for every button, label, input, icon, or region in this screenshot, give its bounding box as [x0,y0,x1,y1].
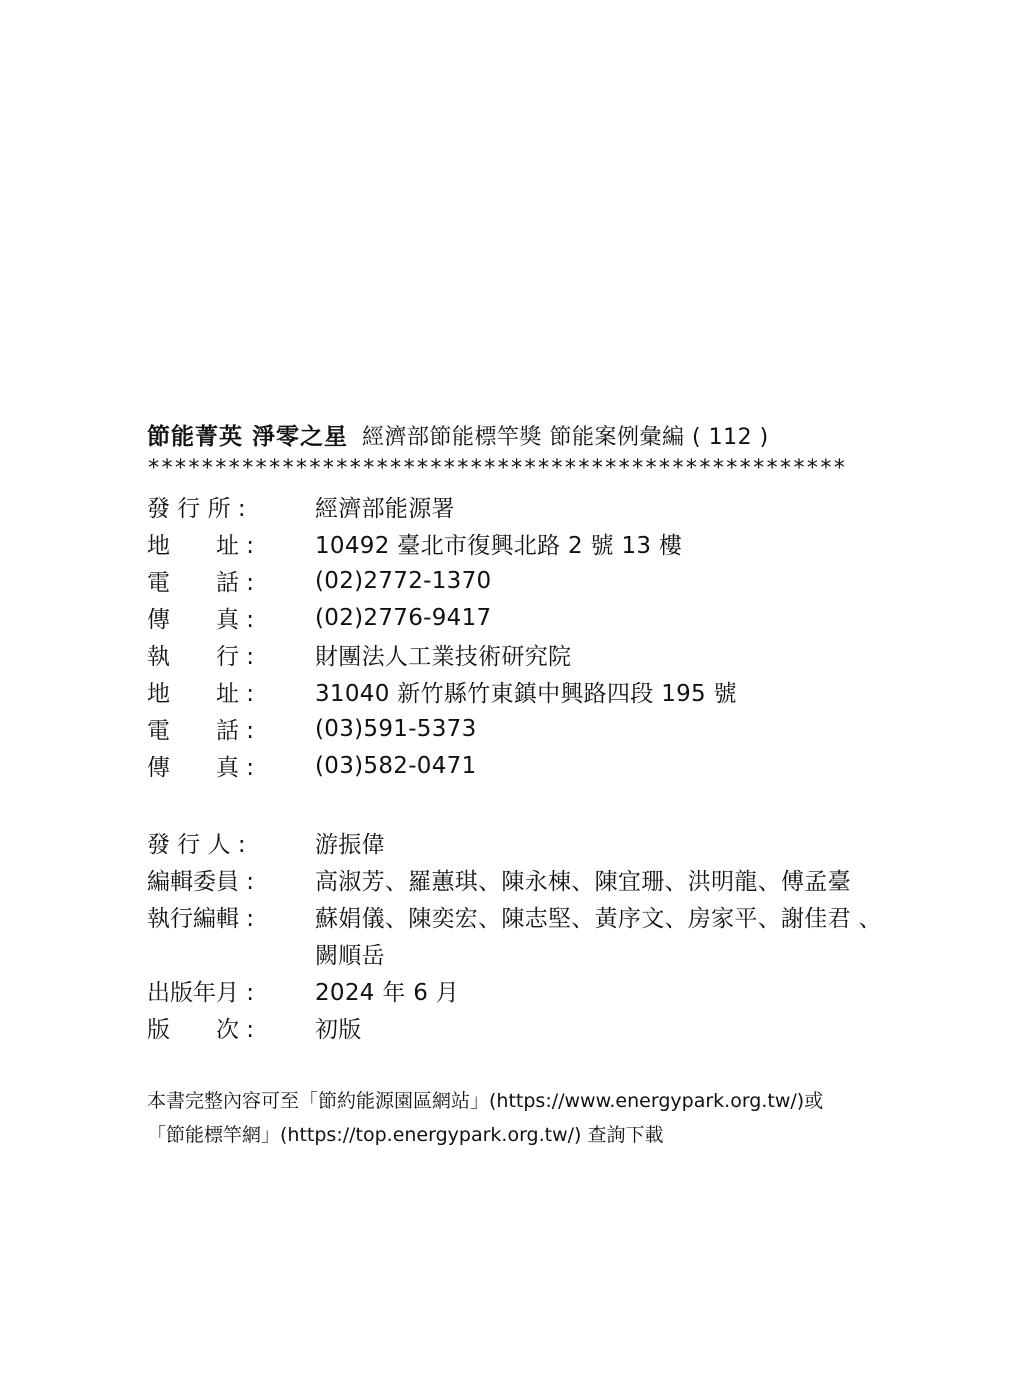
info-value: 經濟部能源署 [315,496,455,522]
download-note [147,1084,967,1152]
info-label: 傳 真 : [147,755,255,781]
download-note-line-1: 本書完整內容可至「節約能源園區網站」(https://www.energypark.org.tw/)或 [147,1090,824,1112]
info-label: 出版年月 : [147,980,255,1006]
info-row-address [147,525,967,562]
info-value: (03)582-0471 [315,752,477,779]
info-row-issuer [147,824,967,861]
book-subtitle: 經濟部節能標竿獎 節能案例彙編 ( 112 ) [362,425,769,450]
info-row-executor-fax [147,747,967,784]
publisher-block [147,488,967,784]
info-row-executive-editors [147,898,967,935]
title-line [147,418,967,454]
info-label: 發 行 人 : [147,832,246,858]
info-label: 電 話 : [147,570,255,596]
info-row-executor-address [147,673,967,710]
info-value: (02)2776-9417 [315,604,492,631]
info-row-executive-editors-cont [147,935,967,972]
download-note-line-2: 「節能標竿網」(https://top.energypark.org.tw/) 查詢下載 [147,1124,664,1146]
info-row-fax [147,599,967,636]
info-value: 游振偉 [315,832,385,858]
info-value: 財團法人工業技術研究院 [315,644,572,670]
info-value: 2024 年 6 月 [315,980,460,1006]
info-row-edition [147,1009,967,1046]
info-row-phone [147,562,967,599]
info-value: 初版 [315,1017,362,1043]
separator-line: **************************************************** [147,456,847,481]
info-value: 10492 臺北市復興北路 2 號 13 樓 [315,533,683,559]
info-label: 編輯委員 : [147,869,255,895]
info-value: (03)591-5373 [315,715,477,742]
info-row-publisher [147,488,967,525]
info-label: 版 次 : [147,1017,255,1043]
info-row-executor [147,636,967,673]
info-row-executor-phone [147,710,967,747]
colophon [147,418,967,1046]
info-value: 高淑芳、羅蕙琪、陳永棟、陳宜珊、洪明龍、傅孟臺 [315,869,851,895]
info-value: (02)2772-1370 [315,567,492,594]
info-row-editorial-committee [147,861,967,898]
info-label: 發 行 所 : [147,496,246,522]
info-label: 地 址 : [147,681,255,707]
editorial-block [147,824,967,1046]
info-value: 蘇娟儀、陳奕宏、陳志堅、黃序文、房家平、謝佳君 、 [315,906,882,932]
book-title: 節能菁英 淨零之星 [147,424,349,450]
info-row-publication-date [147,972,967,1009]
info-value: 闕順岳 [315,943,385,969]
info-label: 執行編輯 : [147,906,255,932]
info-label: 電 話 : [147,718,255,744]
info-label: 傳 真 : [147,607,255,633]
block-spacer [147,784,967,820]
info-label: 執 行 : [147,644,255,670]
info-label: 地 址 : [147,533,255,559]
info-value: 31040 新竹縣竹東鎮中興路四段 195 號 [315,681,737,707]
